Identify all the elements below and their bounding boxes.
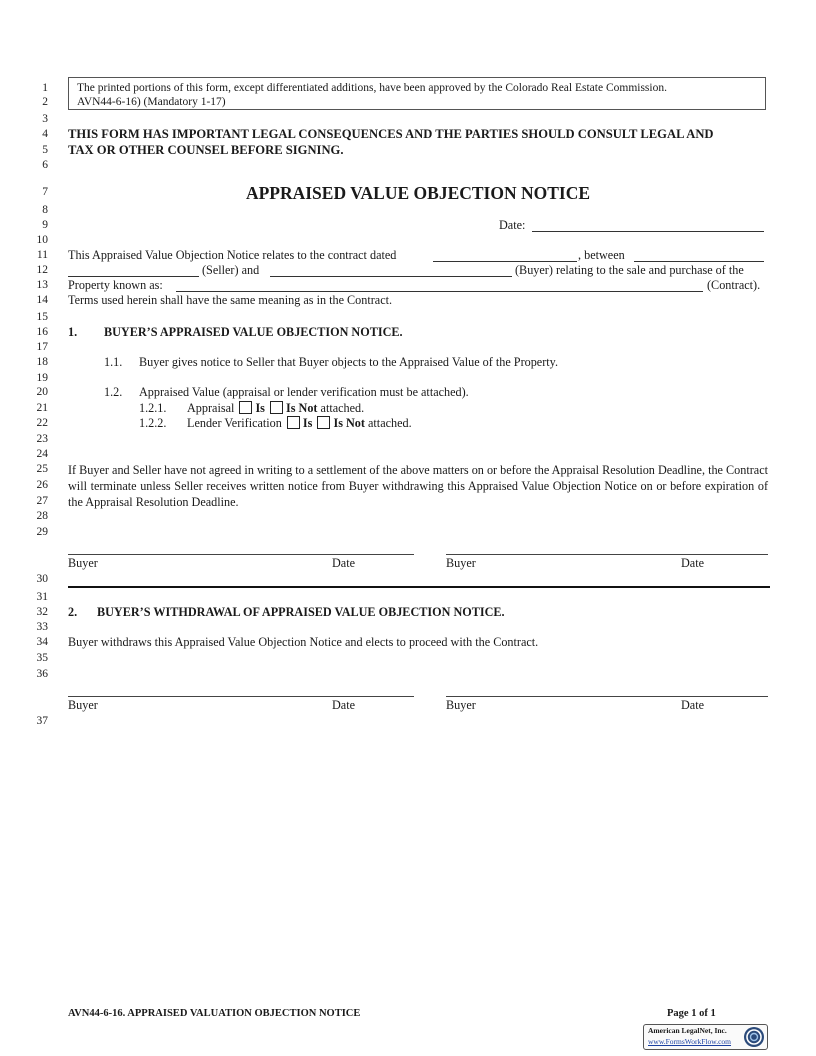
legal-warning-line1: THIS FORM HAS IMPORTANT LEGAL CONSEQUENCES AND THE PARTIES SHOULD CONSULT LEGAL AND bbox=[68, 127, 714, 141]
footer-form-name: AVN44-6-16. APPRAISED VALUATION OBJECTION NOTICE bbox=[68, 1008, 361, 1019]
line-number: 4 bbox=[42, 128, 48, 140]
line-number: 32 bbox=[36, 606, 48, 618]
seller-label: (Seller) and bbox=[202, 263, 260, 277]
line-number: 37 bbox=[36, 715, 48, 727]
item-1-2-number: 1.2. bbox=[104, 385, 123, 399]
line-number: 34 bbox=[36, 636, 48, 648]
line-number: 20 bbox=[36, 386, 48, 398]
line-number: 12 bbox=[36, 264, 48, 276]
line-number: 31 bbox=[36, 591, 48, 603]
buyer1-withdrawal-date-label: Date bbox=[332, 698, 356, 712]
logo-url[interactable]: www.FormsWorkFlow.com bbox=[648, 1037, 732, 1046]
line-number: 19 bbox=[36, 372, 48, 384]
line-number: 25 bbox=[36, 463, 48, 475]
item-1-2-1-row bbox=[187, 401, 364, 415]
line-number: 6 bbox=[42, 159, 48, 171]
line-number: 3 bbox=[42, 113, 48, 125]
line-number: 10 bbox=[36, 234, 48, 246]
section2-number: 2. bbox=[68, 605, 78, 619]
line-number: 26 bbox=[36, 479, 48, 491]
line-number: 33 bbox=[36, 621, 48, 633]
line-number: 1 bbox=[42, 82, 48, 94]
buyer2-withdrawal-label: Buyer bbox=[446, 698, 476, 712]
date-field[interactable] bbox=[532, 220, 764, 232]
legal-warning-line2: TAX OR OTHER COUNSEL BEFORE SIGNING. bbox=[68, 143, 344, 157]
item-1-1-text: Buyer gives notice to Seller that Buyer objects to the Appraised Value of the Property. bbox=[139, 355, 559, 369]
line-number: 13 bbox=[36, 279, 48, 291]
line-number: 36 bbox=[36, 668, 48, 680]
line-number: 7 bbox=[42, 186, 48, 198]
item-1-2-text: Appraised Value (appraisal or lender verification must be attached). bbox=[139, 385, 469, 399]
buyer2-withdrawal-signature-line[interactable] bbox=[446, 696, 768, 697]
section-divider bbox=[68, 586, 770, 588]
appraisal-attached-text: attached. bbox=[320, 401, 365, 415]
buyer1-label: Buyer bbox=[68, 556, 98, 570]
buyer2-label: Buyer bbox=[446, 556, 476, 570]
lender-is-not-checkbox[interactable] bbox=[317, 416, 330, 429]
publisher-logo bbox=[643, 1024, 768, 1050]
buyer-name-field[interactable] bbox=[270, 265, 512, 277]
contract-label: (Contract). bbox=[707, 278, 761, 292]
line-number: 16 bbox=[36, 326, 48, 338]
buyer1-withdrawal-signature-line[interactable] bbox=[68, 696, 414, 697]
item-1-1-number: 1.1. bbox=[104, 355, 123, 369]
line-number: 30 bbox=[36, 573, 48, 585]
lender-is-checkbox[interactable] bbox=[287, 416, 300, 429]
date-label: Date: bbox=[499, 218, 526, 232]
line-number: 27 bbox=[36, 495, 48, 507]
approval-notice-line2: AVN44-6-16) (Mandatory 1-17) bbox=[77, 96, 226, 108]
seller-name-field[interactable] bbox=[68, 265, 199, 277]
lender-attached-text: attached. bbox=[368, 416, 412, 430]
item-1-2-2-row bbox=[187, 416, 412, 430]
line-number: 15 bbox=[36, 311, 48, 323]
appraisal-label: Appraisal bbox=[187, 401, 235, 415]
line-number: 2 bbox=[42, 96, 48, 108]
approval-notice-line1: The printed portions of this form, except differentiated additions, have been approved by the Colorado Real Estate Commission. bbox=[77, 82, 667, 94]
appraisal-is-not-checkbox[interactable] bbox=[270, 401, 283, 414]
lender-is-not-label: Is Not bbox=[333, 416, 365, 430]
item-1-2-1-number: 1.2.1. bbox=[139, 401, 167, 415]
buyer2-withdrawal-date-label: Date bbox=[681, 698, 705, 712]
buyer1-date-label: Date bbox=[332, 556, 356, 570]
line-number: 21 bbox=[36, 402, 48, 414]
appraisal-is-label: Is bbox=[255, 401, 265, 415]
buyer-relating-text: (Buyer) relating to the sale and purchase of the bbox=[515, 263, 744, 277]
line-number: 8 bbox=[42, 204, 48, 216]
line-number: 18 bbox=[36, 356, 48, 368]
intro-between: , between bbox=[578, 248, 625, 262]
appraisal-is-not-label: Is Not bbox=[285, 401, 318, 415]
line-number: 35 bbox=[36, 652, 48, 664]
section1-heading: BUYER’S APPRAISED VALUE OBJECTION NOTICE. bbox=[104, 325, 403, 339]
terms-sentence: Terms used herein shall have the same meaning as in the Contract. bbox=[68, 293, 393, 307]
property-address-field[interactable] bbox=[176, 280, 703, 292]
line-number: 24 bbox=[36, 448, 48, 460]
section1-number: 1. bbox=[68, 325, 78, 339]
seller-name-field-start[interactable] bbox=[634, 250, 764, 262]
buyer1-signature-line[interactable] bbox=[68, 554, 414, 555]
buyer2-signature-line[interactable] bbox=[446, 554, 768, 555]
buyer1-withdrawal-label: Buyer bbox=[68, 698, 98, 712]
buyer2-date-label: Date bbox=[681, 556, 705, 570]
line-number: 5 bbox=[42, 144, 48, 156]
lender-is-label: Is bbox=[302, 416, 313, 430]
page-title: APPRAISED VALUE OBJECTION NOTICE bbox=[245, 183, 591, 203]
appraisal-is-checkbox[interactable] bbox=[239, 401, 252, 414]
line-number: 9 bbox=[42, 219, 48, 231]
item-1-2-2-number: 1.2.2. bbox=[139, 416, 167, 430]
line-number: 14 bbox=[36, 294, 48, 306]
intro-contract-dated: This Appraised Value Objection Notice relates to the contract dated bbox=[68, 248, 397, 262]
line-number: 17 bbox=[36, 341, 48, 353]
lender-verification-label: Lender Verification bbox=[187, 416, 282, 430]
logo-swirl-icon bbox=[743, 1026, 765, 1048]
line-number: 11 bbox=[36, 249, 48, 261]
line-number: 29 bbox=[36, 526, 48, 538]
termination-paragraph: If Buyer and Seller have not agreed in writing to a settlement of the above matters on or before the Appraisal Resolution Deadline, the Contract will terminate unless Seller receives written notice from Buyer withdrawing this Appraised Value Objection Notice on or before expiration of the Appraisal Resolution Deadline. bbox=[68, 463, 768, 509]
property-known-as-label: Property known as: bbox=[68, 278, 163, 292]
section2-heading: BUYER’S WITHDRAWAL OF APPRAISED VALUE OBJECTION NOTICE. bbox=[97, 605, 505, 619]
footer-page-number: Page 1 of 1 bbox=[667, 1008, 716, 1019]
line-number: 22 bbox=[36, 417, 48, 429]
contract-date-field[interactable] bbox=[433, 250, 577, 262]
logo-company: American LegalNet, Inc. bbox=[648, 1026, 727, 1035]
line-number: 23 bbox=[36, 433, 48, 445]
section2-text: Buyer withdraws this Appraised Value Objection Notice and elects to proceed with the Contract. bbox=[68, 635, 539, 649]
line-number: 28 bbox=[36, 510, 48, 522]
